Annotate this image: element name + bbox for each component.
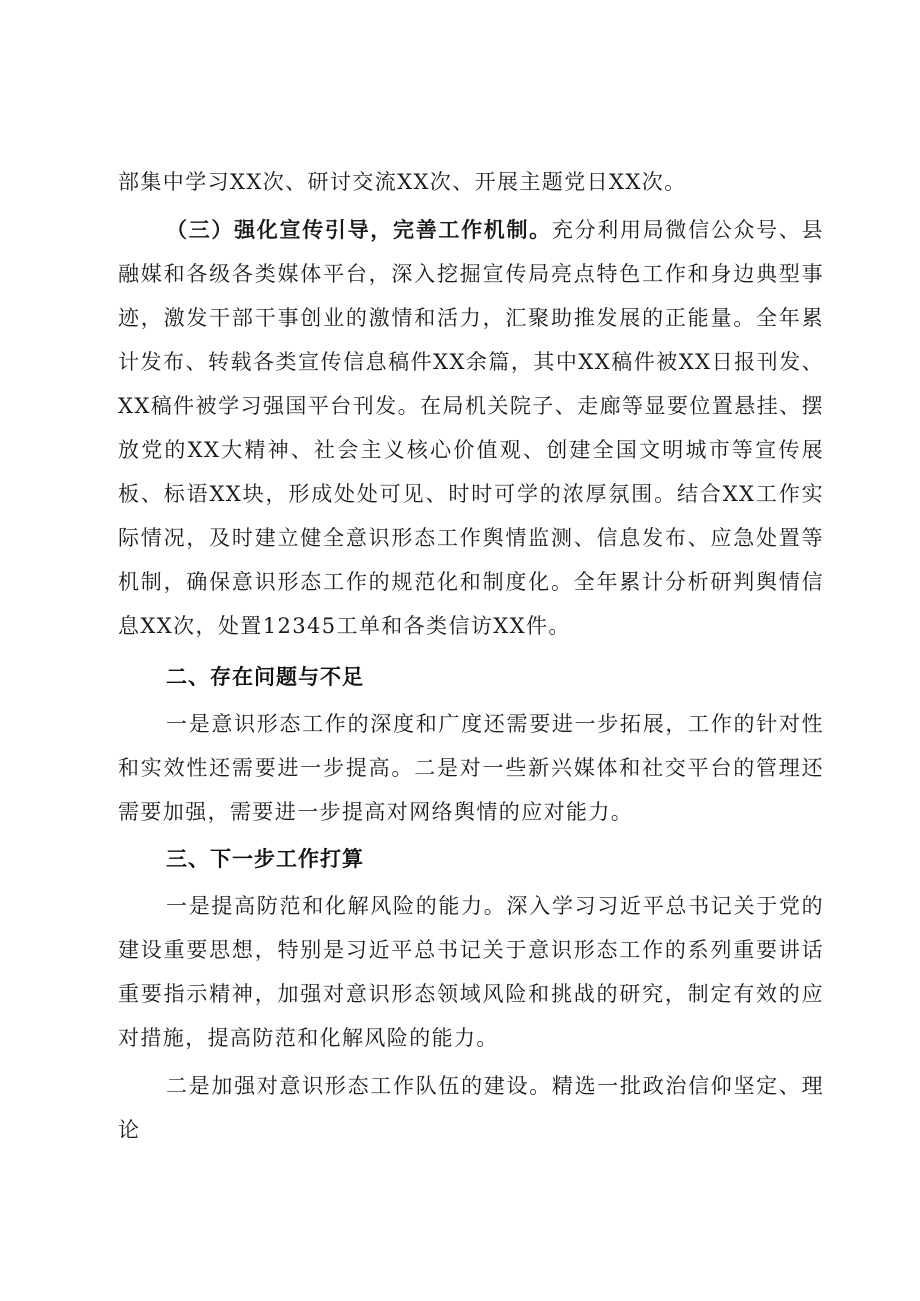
heading-problems: 二、存在问题与不足 — [166, 665, 364, 689]
paragraph-intro-tail: 部集中学习XX次、研讨交流XX次、开展主题党日XX次。 — [118, 170, 687, 194]
section3-body-text: 充分利用局微信公众号、县融媒和各级各类媒体平台，深入挖掘宣传局亮点特色工作和身边典型事迹，激发干部干事创业的激情和活力，汇聚助推发展的正能量。全年累计发布、转载各类宣传信息稿件XX余篇，其中XX稿件被XX日报刊发、XX稿件被学习强国平台刊发。在局机关院子、走廊等显要位置悬挂、摆放党的XX大精神、社会主义核心价值观、创建全国文明城市等宣传展板、标语XX块，形成处处可见、时时可学的浓厚氛围。结合XX工作实际情况，及时建立健全意识形态工作舆情监测、信息发布、应急处置等机制，确保意识形态工作的规范化和制度化。全年累计分析研判舆情信息XX次，处置12345工单和各类信访XX件。 — [118, 218, 824, 638]
paragraph-plan-1: 一是提高防范和化解风险的能力。深入学习习近平总书记关于党的建设重要思想，特别是习近平总书记关于意识形态工作的系列重要讲话重要指示精神，加强对意识形态领域风险和挑战的研究，制定有效的应对措施，提高防范和化解风险的能力。 — [118, 894, 824, 1050]
document-body — [118, 160, 824, 1152]
paragraph-problems: 一是意识形态工作的深度和广度还需要进一步拓展，工作的针对性和实效性还需要进一步提高。二是对一些新兴媒体和社交平台的管理还需要加强，需要进一步提高对网络舆情的应对能力。 — [118, 712, 824, 824]
heading-next-steps: 三、下一步工作打算 — [166, 847, 364, 871]
section3-lead-heading: （三）强化宣传引导，完善工作机制。 — [166, 217, 552, 242]
paragraph-section3 — [118, 208, 824, 648]
paragraph-plan-2: 二是加强对意识形态工作队伍的建设。精选一批政治信仰坚定、理论 — [118, 1074, 824, 1142]
